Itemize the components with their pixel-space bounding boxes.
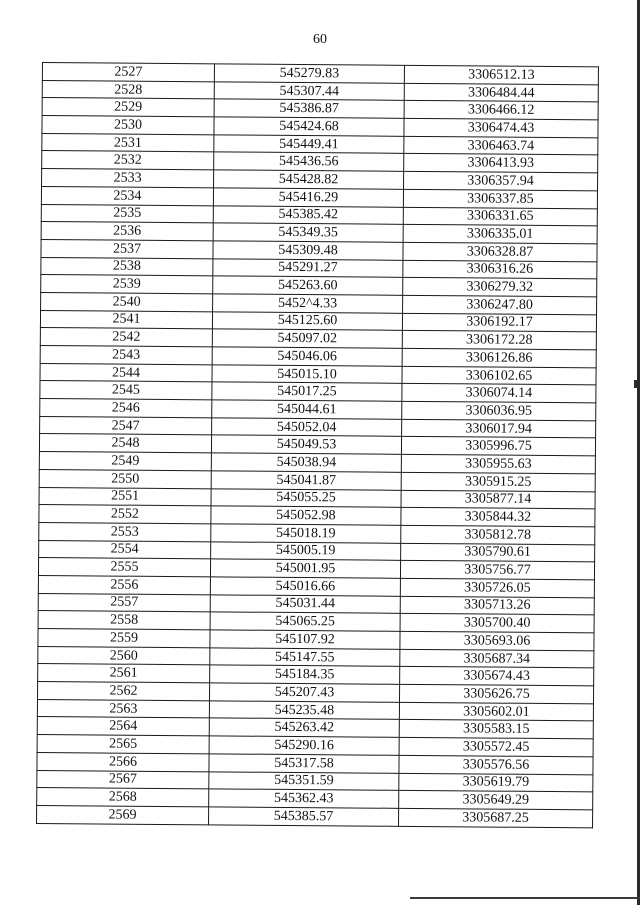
x-coordinate-cell: 545044.61 — [212, 400, 402, 419]
point-number-cell: 2563 — [37, 699, 209, 718]
y-coordinate-cell: 3306335.01 — [403, 225, 597, 244]
coordinates-table — [36, 62, 599, 828]
page-number: 60 — [313, 32, 327, 47]
y-coordinate-cell: 3306017.94 — [402, 419, 596, 438]
y-coordinate-cell: 3305649.29 — [399, 791, 593, 810]
y-coordinate-cell: 3305693.06 — [400, 631, 594, 650]
x-coordinate-cell: 545385.42 — [213, 205, 403, 224]
point-number-cell: 2560 — [38, 646, 210, 665]
point-number-cell: 2534 — [41, 186, 213, 205]
x-coordinate-cell: 545291.27 — [213, 258, 403, 277]
x-coordinate-cell: 545055.25 — [211, 488, 401, 507]
point-number-cell: 2548 — [39, 434, 211, 453]
point-number-cell: 2569 — [37, 805, 209, 824]
point-number-cell: 2539 — [41, 275, 213, 294]
x-coordinate-cell: 545031.44 — [210, 594, 400, 613]
x-coordinate-cell: 545038.94 — [211, 453, 401, 472]
point-number-cell: 2529 — [42, 98, 214, 117]
x-coordinate-cell: 545125.60 — [212, 311, 402, 330]
point-number-cell: 2541 — [40, 310, 212, 329]
y-coordinate-cell: 3306357.94 — [404, 171, 598, 190]
y-coordinate-cell: 3306512.13 — [404, 65, 598, 84]
y-coordinate-cell: 3305602.01 — [399, 702, 593, 721]
point-number-cell: 2564 — [37, 717, 209, 736]
x-coordinate-cell: 545184.35 — [210, 665, 400, 684]
point-number-cell: 2537 — [41, 239, 213, 258]
y-coordinate-cell: 3306316.26 — [403, 260, 597, 279]
point-number-cell: 2542 — [40, 328, 212, 347]
x-coordinate-cell: 545290.16 — [209, 736, 399, 755]
y-coordinate-cell: 3305996.75 — [401, 437, 595, 456]
x-coordinate-cell: 545107.92 — [210, 630, 400, 649]
y-coordinate-cell: 3306328.87 — [403, 242, 597, 261]
x-coordinate-cell: 545317.58 — [209, 754, 399, 773]
x-coordinate-cell: 545362.43 — [209, 789, 399, 808]
y-coordinate-cell: 3305626.75 — [399, 684, 593, 703]
point-number-cell: 2540 — [41, 292, 213, 311]
y-coordinate-cell: 3305756.77 — [400, 561, 594, 580]
x-coordinate-cell: 545041.87 — [211, 471, 401, 490]
x-coordinate-cell: 545005.19 — [211, 541, 401, 560]
y-coordinate-cell: 3306126.86 — [402, 348, 596, 367]
point-number-cell: 2544 — [40, 363, 212, 382]
point-number-cell: 2554 — [39, 540, 211, 559]
x-coordinate-cell: 545309.48 — [213, 241, 403, 260]
coordinates-table-body — [37, 63, 599, 828]
y-coordinate-cell: 3306331.65 — [403, 207, 597, 226]
point-number-cell: 2557 — [38, 593, 210, 612]
y-coordinate-cell: 3306279.32 — [403, 278, 597, 297]
x-coordinate-cell: 545428.82 — [214, 170, 404, 189]
x-coordinate-cell: 545017.25 — [212, 382, 402, 401]
y-coordinate-cell: 3305726.05 — [400, 578, 594, 597]
point-number-cell: 2543 — [40, 345, 212, 364]
point-number-cell: 2528 — [42, 80, 214, 99]
point-number-cell: 2561 — [38, 664, 210, 683]
x-coordinate-cell: 545351.59 — [209, 771, 399, 790]
y-coordinate-cell: 3305713.26 — [400, 596, 594, 615]
point-number-cell: 2533 — [42, 169, 214, 188]
y-coordinate-cell: 3306036.95 — [402, 401, 596, 420]
y-coordinate-cell: 3305619.79 — [399, 773, 593, 792]
y-coordinate-cell: 3305790.61 — [401, 543, 595, 562]
x-coordinate-cell: 545263.42 — [209, 718, 399, 737]
point-number-cell: 2565 — [37, 735, 209, 754]
x-coordinate-cell: 545016.66 — [210, 577, 400, 596]
x-coordinate-cell: 545065.25 — [210, 612, 400, 631]
x-coordinate-cell: 545052.98 — [211, 506, 401, 525]
point-number-cell: 2567 — [37, 770, 209, 789]
point-number-cell: 2555 — [38, 558, 210, 577]
table-row — [37, 805, 593, 827]
y-coordinate-cell: 3306074.14 — [402, 384, 596, 403]
x-coordinate-cell: 545385.57 — [209, 807, 399, 826]
x-coordinate-cell: 545235.48 — [209, 701, 399, 720]
point-number-cell: 2527 — [42, 63, 214, 82]
x-coordinate-cell: 545147.55 — [210, 648, 400, 667]
point-number-cell: 2552 — [39, 505, 211, 524]
point-number-cell: 2551 — [39, 487, 211, 506]
scan-edge-bottom — [410, 897, 640, 899]
y-coordinate-cell: 3306474.43 — [404, 118, 598, 137]
x-coordinate-cell: 545386.87 — [214, 99, 404, 118]
point-number-cell: 2532 — [42, 151, 214, 170]
point-number-cell: 2536 — [41, 222, 213, 241]
y-coordinate-cell: 3305812.78 — [401, 525, 595, 544]
point-number-cell: 2547 — [40, 416, 212, 435]
y-coordinate-cell: 3305700.40 — [400, 614, 594, 633]
y-coordinate-cell: 3305572.45 — [399, 737, 593, 756]
y-coordinate-cell: 3305687.34 — [400, 649, 594, 668]
y-coordinate-cell: 3306463.74 — [404, 136, 598, 155]
x-coordinate-cell: 545449.41 — [214, 135, 404, 154]
y-coordinate-cell: 3305576.56 — [399, 755, 593, 774]
x-coordinate-cell: 545052.04 — [212, 418, 402, 437]
x-coordinate-cell: 545279.83 — [214, 64, 404, 83]
x-coordinate-cell: 545263.60 — [213, 276, 403, 295]
y-coordinate-cell: 3306413.93 — [404, 154, 598, 173]
point-number-cell: 2549 — [39, 452, 211, 471]
x-coordinate-cell: 545307.44 — [214, 82, 404, 101]
x-coordinate-cell: 545001.95 — [210, 559, 400, 578]
y-coordinate-cell: 3306192.17 — [402, 313, 596, 332]
x-coordinate-cell: 545436.56 — [214, 152, 404, 171]
x-coordinate-cell: 545046.06 — [212, 347, 402, 366]
point-number-cell: 2566 — [37, 752, 209, 771]
y-coordinate-cell: 3305844.32 — [401, 508, 595, 527]
y-coordinate-cell: 3305674.43 — [400, 667, 594, 686]
point-number-cell: 2553 — [39, 522, 211, 541]
x-coordinate-cell: 5452^4.33 — [213, 294, 403, 313]
point-number-cell: 2556 — [38, 575, 210, 594]
y-coordinate-cell: 3306102.65 — [402, 366, 596, 385]
y-coordinate-cell: 3305583.15 — [399, 720, 593, 739]
point-number-cell: 2550 — [39, 469, 211, 488]
x-coordinate-cell: 545018.19 — [211, 524, 401, 543]
point-number-cell: 2568 — [37, 788, 209, 807]
point-number-cell: 2558 — [38, 611, 210, 630]
x-coordinate-cell: 545424.68 — [214, 117, 404, 136]
point-number-cell: 2545 — [40, 381, 212, 400]
point-number-cell: 2562 — [37, 682, 209, 701]
y-coordinate-cell: 3305955.63 — [401, 454, 595, 473]
y-coordinate-cell: 3305915.25 — [401, 472, 595, 491]
y-coordinate-cell: 3306172.28 — [402, 331, 596, 350]
point-number-cell: 2531 — [42, 133, 214, 152]
point-number-cell: 2559 — [38, 628, 210, 647]
point-number-cell: 2546 — [40, 399, 212, 418]
y-coordinate-cell: 3306337.85 — [403, 189, 597, 208]
y-coordinate-cell: 3306484.44 — [404, 83, 598, 102]
x-coordinate-cell: 545207.43 — [209, 683, 399, 702]
y-coordinate-cell: 3305877.14 — [401, 490, 595, 509]
point-number-cell: 2530 — [42, 116, 214, 135]
x-coordinate-cell: 545349.35 — [213, 223, 403, 242]
x-coordinate-cell: 545416.29 — [213, 188, 403, 207]
point-number-cell: 2535 — [41, 204, 213, 223]
x-coordinate-cell: 545049.53 — [211, 435, 401, 454]
y-coordinate-cell: 3306247.80 — [403, 295, 597, 314]
x-coordinate-cell: 545097.02 — [212, 329, 402, 348]
y-coordinate-cell: 3306466.12 — [404, 101, 598, 120]
point-number-cell: 2538 — [41, 257, 213, 276]
scan-edge-mark — [634, 380, 640, 388]
y-coordinate-cell: 3305687.25 — [399, 808, 593, 827]
x-coordinate-cell: 545015.10 — [212, 365, 402, 384]
